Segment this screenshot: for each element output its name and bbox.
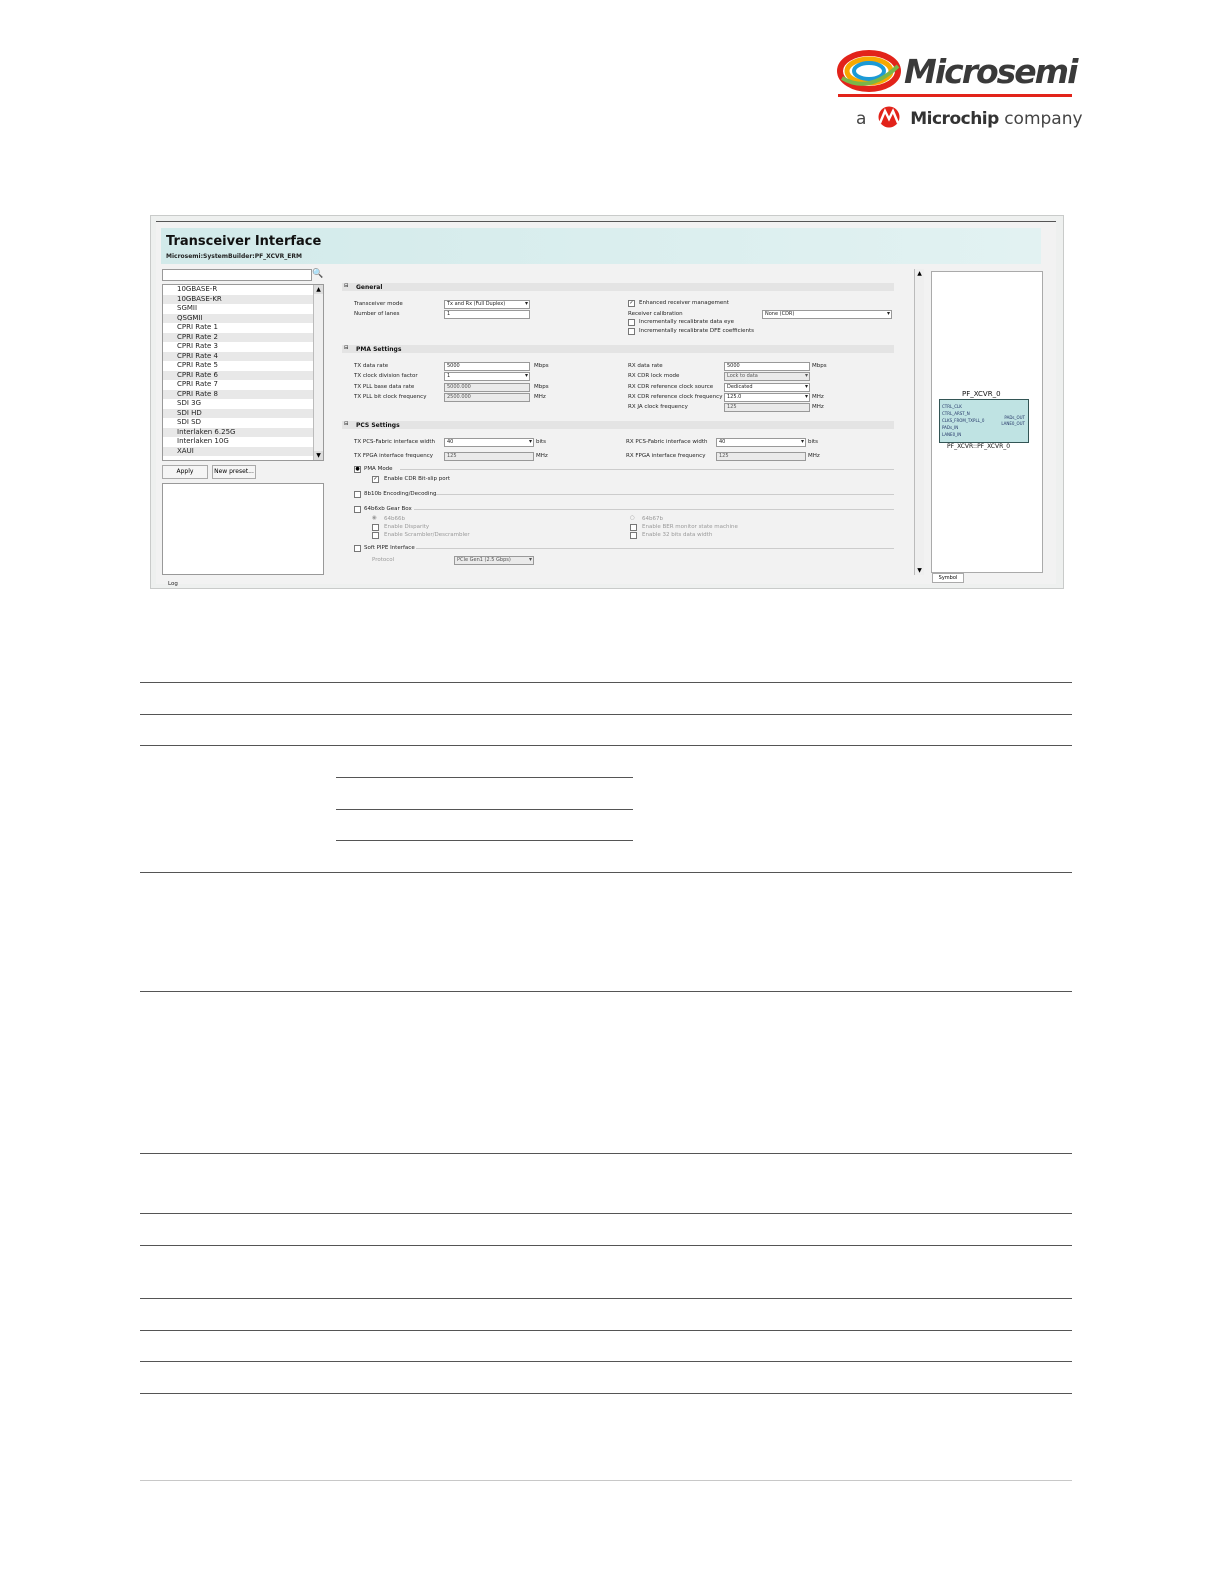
rx-width-unit: bits — [808, 439, 819, 445]
table-rule — [140, 991, 1072, 992]
preset-item[interactable]: CPRI Rate 3 — [177, 342, 218, 350]
preset-item[interactable]: Interlaken 6.25G — [163, 428, 323, 438]
recal-eye-label: Incrementally recalibrate data eye — [639, 319, 735, 325]
scroll-up-icon[interactable]: ▲ — [917, 270, 922, 277]
configurator-title: Transceiver Interface — [166, 234, 322, 249]
port-label: CTRL_ARST_N — [942, 411, 970, 416]
rx-ref-src-label: RX CDR reference clock source — [628, 384, 714, 390]
rx-ref-freq-unit: MHz — [812, 394, 824, 400]
tx-rate-label: TX data rate — [354, 363, 389, 369]
tx-width-label: TX PCS-Fabric interface width — [354, 439, 436, 445]
tx-rate-input[interactable]: 5000 — [444, 362, 530, 371]
recal-dfe-checkbox[interactable] — [628, 328, 635, 335]
table-rule — [140, 1330, 1072, 1331]
table-rule — [336, 809, 633, 810]
tx-rate-unit: Mbps — [534, 363, 549, 369]
preset-item[interactable]: QSGMII — [163, 314, 323, 324]
preset-description-box — [162, 483, 324, 575]
search-icon[interactable]: 🔍 — [312, 269, 324, 279]
symbol-block[interactable] — [939, 399, 1029, 443]
tx-width-unit: bits — [536, 439, 547, 445]
configurator-subtitle: Microsemi:SystemBuilder:PF_XCVR_ERM — [166, 253, 302, 260]
cdr-slip-label: Enable CDR Bit-slip port — [384, 476, 451, 482]
settings-scrollbar[interactable] — [914, 269, 924, 575]
scroll-up-icon[interactable]: ▲ — [314, 285, 323, 294]
logo-divider — [838, 94, 1072, 97]
microsemi-swirl-icon — [836, 48, 902, 94]
preset-tree[interactable] — [162, 284, 324, 461]
disparity-checkbox[interactable] — [372, 524, 379, 531]
preset-item[interactable]: Interlaken 10G — [177, 437, 229, 445]
enhanced-checkbox[interactable]: ✓ — [629, 300, 634, 306]
tagline-prefix: a — [856, 109, 867, 129]
tx-pll-clk-label: TX PLL bit clock frequency — [354, 394, 427, 400]
table-rule — [140, 745, 1072, 746]
preset-item[interactable]: CPRI Rate 6 — [163, 371, 323, 381]
tx-div-select[interactable]: 1 ▾ — [444, 372, 530, 381]
table-rule — [140, 682, 1072, 683]
log-tab[interactable]: Log — [168, 581, 178, 587]
rx-freq-label: RX FPGA interface frequency — [626, 453, 706, 459]
port-label: LANE0_OUT — [1001, 421, 1025, 426]
divider — [400, 469, 894, 470]
tx-pll-rate-label: TX PLL base data rate — [354, 384, 415, 390]
tx-pll-rate-field: 5000.000 — [444, 383, 530, 392]
table-rule — [140, 1393, 1072, 1394]
preset-item[interactable]: 10GBASE-KR — [163, 295, 323, 305]
rx-width-label: RX PCS-Fabric interface width — [626, 439, 708, 445]
rx-lock-label: RX CDR lock mode — [628, 373, 680, 379]
preset-scrollbar[interactable] — [313, 285, 323, 460]
table-rule — [140, 714, 1072, 715]
preset-item[interactable]: SDI HD — [163, 409, 323, 419]
tx-freq-label: TX FPGA interface frequency — [354, 453, 433, 459]
transceiver-mode-select[interactable]: Tx and Rx (Full Duplex) ▾ — [444, 300, 530, 309]
calibration-select[interactable]: None (CDR) ▾ — [762, 310, 892, 319]
divider — [414, 509, 894, 510]
pipe-radio[interactable] — [354, 545, 361, 552]
rx-freq-field: 125 — [716, 452, 806, 461]
tx-width-select[interactable]: 40 ▾ — [444, 438, 534, 447]
scrambler-checkbox[interactable] — [372, 532, 379, 539]
port-label: CLKS_FROM_TXPLL_0 — [942, 418, 985, 423]
scroll-down-icon[interactable]: ▼ — [314, 451, 323, 460]
recal-eye-checkbox[interactable] — [628, 319, 635, 326]
enc-label: 8b10b Encoding/Decoding — [364, 491, 437, 497]
logo-tagline — [856, 106, 1083, 129]
rx-ja-label: RX JA clock frequency — [628, 404, 688, 410]
configurator-screenshot — [150, 215, 1064, 589]
port-label: PADs_IN — [942, 425, 959, 430]
gearbox-radio[interactable] — [354, 506, 361, 513]
preset-search-input[interactable] — [162, 269, 312, 281]
settings-pane — [334, 269, 894, 574]
preset-item[interactable]: CPRI Rate 7 — [177, 380, 218, 388]
rx-lock-select[interactable]: Lock to data ▾ — [724, 372, 810, 381]
new-preset-button[interactable]: New preset... — [212, 465, 256, 479]
pma-mode-label: PMA Mode — [364, 466, 393, 472]
w32-label: Enable 32 bits data width — [642, 532, 713, 538]
table-rule — [336, 777, 633, 778]
table-rule — [140, 872, 1072, 873]
recal-dfe-label: Incrementally recalibrate DFE coefficients — [639, 328, 755, 334]
rx-ref-freq-select[interactable]: 125.0 ▾ — [724, 393, 810, 402]
w32-checkbox[interactable] — [630, 532, 637, 539]
scrambler-label: Enable Scrambler/Descrambler — [384, 532, 470, 538]
table-rule — [140, 1298, 1072, 1299]
preset-item[interactable]: CPRI Rate 4 — [163, 352, 323, 362]
tx-pll-clk-field: 2500.000 — [444, 393, 530, 402]
configurator-header — [161, 228, 1041, 264]
divider — [436, 494, 894, 495]
table-rule — [140, 1245, 1072, 1246]
tx-pll-rate-unit: Mbps — [534, 384, 549, 390]
g67-label: 64b67b — [642, 516, 663, 522]
preset-pane — [162, 269, 324, 574]
table-rule — [140, 1153, 1072, 1154]
footer-rule — [140, 1480, 1072, 1481]
collapse-icon[interactable]: ⊟ — [344, 283, 349, 289]
protocol-select[interactable]: PCIe Gen1 (2.5 Gbps) ▾ — [454, 556, 534, 565]
symbol-title: PF_XCVR_0 — [962, 390, 1001, 398]
rx-ref-src-select[interactable]: Dedicated ▾ — [724, 383, 810, 392]
g66-label: 64b66b — [384, 516, 405, 522]
table-rule — [336, 840, 633, 841]
g67-radio[interactable]: ○ — [630, 515, 635, 521]
scroll-down-icon[interactable]: ▼ — [917, 567, 922, 574]
disparity-label: Enable Disparity — [384, 524, 430, 530]
tagline-brand: Microchip — [910, 109, 999, 129]
cdr-slip-checkbox[interactable]: ✓ — [373, 476, 378, 482]
rx-ja-field: 125 — [724, 403, 810, 412]
preset-item[interactable]: XAUI — [163, 447, 323, 457]
calibration-label: Receiver calibration — [628, 311, 683, 317]
preset-item[interactable]: SGMII — [177, 304, 198, 312]
microsemi-logo — [836, 48, 1083, 132]
tagline-suffix: company — [1004, 109, 1083, 129]
rx-ref-freq-label: RX CDR reference clock frequency — [628, 394, 723, 400]
rx-rate-unit: Mbps — [812, 363, 827, 369]
preset-list — [163, 285, 323, 456]
table-rule — [140, 1361, 1072, 1362]
preset-item[interactable]: CPRI Rate 5 — [177, 361, 218, 369]
general-section-title: General — [356, 284, 383, 291]
divider — [416, 548, 894, 549]
logo-wordmark: Microsemi — [904, 52, 1077, 91]
transceiver-mode-label: Transceiver mode — [354, 301, 403, 307]
pcs-section-title: PCS Settings — [356, 422, 400, 429]
pma-section-title: PMA Settings — [356, 346, 402, 353]
pma-mode-radio[interactable]: ● — [355, 466, 360, 472]
symbol-subtitle: PF_XCVR::PF_XCVR_0 — [947, 443, 1011, 450]
preset-item[interactable]: CPRI Rate 2 — [163, 333, 323, 343]
tx-freq-unit: MHz — [536, 453, 548, 459]
lanes-label: Number of lanes — [354, 311, 400, 317]
pma-section-bar[interactable] — [342, 345, 894, 353]
symbol-tab[interactable]: Symbol — [932, 573, 964, 583]
apply-button[interactable]: Apply — [162, 465, 208, 479]
rx-rate-input[interactable]: 5000 — [724, 362, 810, 371]
collapse-icon[interactable]: ⊟ — [344, 345, 349, 351]
port-label: CTRL_CLK — [942, 404, 962, 409]
tx-div-label: TX clock division factor — [354, 373, 418, 379]
rx-rate-label: RX data rate — [628, 363, 663, 369]
rx-ja-unit: MHz — [812, 404, 824, 410]
table-rule — [140, 1213, 1072, 1214]
preset-item[interactable]: CPRI Rate 1 — [177, 323, 218, 331]
enc-radio[interactable] — [354, 491, 361, 498]
tx-freq-field: 125 — [444, 452, 534, 461]
tx-pll-clk-unit: MHz — [534, 394, 546, 400]
preset-item[interactable]: CPRI Rate 8 — [163, 390, 323, 400]
ber-checkbox[interactable] — [630, 524, 637, 531]
lanes-input[interactable]: 1 — [444, 310, 530, 319]
gearbox-label: 64b6xb Gear Box — [364, 506, 412, 512]
rx-width-select[interactable]: 40 ▾ — [716, 438, 806, 447]
protocol-label: Protocol — [372, 557, 395, 563]
rx-freq-unit: MHz — [808, 453, 820, 459]
g66-radio[interactable]: ◉ — [372, 515, 377, 521]
preset-item[interactable]: SDI 3G — [177, 399, 202, 407]
pipe-label: Soft PIPE Interface — [364, 545, 415, 551]
port-label: PADs_OUT — [1004, 415, 1025, 420]
symbol-pane — [931, 271, 1043, 573]
enhanced-label: Enhanced receiver management — [639, 300, 729, 306]
port-label: LANE0_IN — [942, 432, 962, 437]
preset-item[interactable]: SDI SD — [177, 418, 201, 426]
general-section-bar[interactable] — [342, 283, 894, 291]
ber-label: Enable BER monitor state machine — [642, 524, 738, 530]
pcs-section-bar[interactable] — [342, 421, 894, 429]
collapse-icon[interactable]: ⊟ — [344, 421, 349, 427]
microchip-icon — [876, 106, 902, 128]
preset-item[interactable]: 10GBASE-R — [177, 285, 218, 293]
